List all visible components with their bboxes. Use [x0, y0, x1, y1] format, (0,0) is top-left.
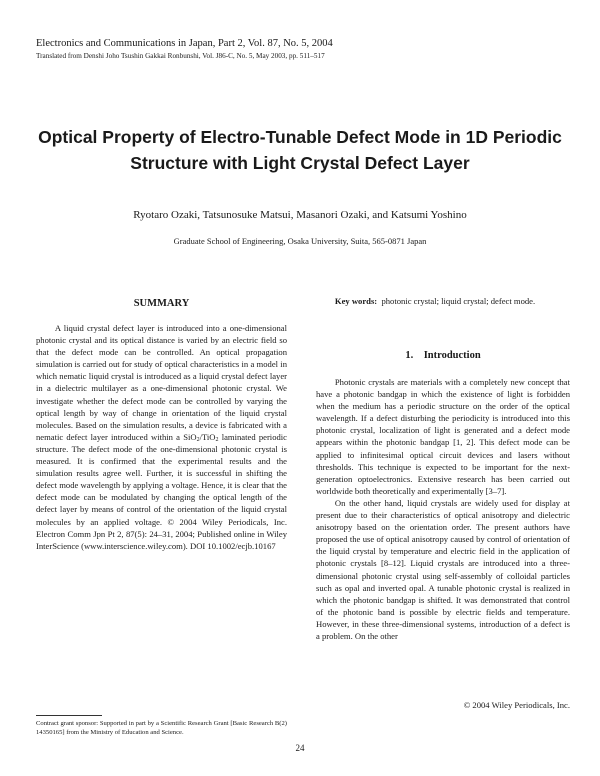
keywords-label: Key words: — [334, 296, 378, 306]
paper-title: Optical Property of Electro-Tunable Defect Mode in 1D Periodic Structure with Light Crystal Defect Layer — [38, 127, 562, 173]
copyright: © 2004 Wiley Periodicals, Inc. — [463, 700, 570, 710]
intro-paragraph-1: Photonic crystals are materials with a completely new concept that have a photonic bandgap in which the existence of light is forbidden when the medium has a periodic structure on the order of the optical wavelength. If a defect disturbing the periodicity is introduced into this photonic crystal, localization of light is generated and a defect mode appears within the photonic bandgap [1, 2]. This defect mode can be applied to infinitesimal optical circuit devices and lasers without thresholds. This technique is expected to be important for the next-generation optoelectronics. Extensive research has been carried out worldwide both theoretically and experimentally [3–7]. — [316, 377, 570, 496]
introduction-heading: 1. Introduction — [405, 350, 481, 361]
intro-paragraph-2: On the other hand, liquid crystals are widely used for display at present due to their characteristics of optical anisotropy and dielectric anisotropy based on the orientation order. The present authors have proposed the use of optical anisotropy caused by control of orientation of the liquid crystal by temperature and electric field in the application of photonic crystals [8–12]. Liquid crystals are introduced into a three-dimensional photonic crystal using self-assembly of colloidal particles such as opal and inverted opal. A tunable photonic crystal is realized in which the photonic bandgap is shifted. It was demonstrated that control of the photonic band is possible by electric fields and temperature. However, in these three-dimensional systems, introduction of a defect is a problem. On the other — [316, 497, 570, 641]
translation-note: Translated from Denshi Joho Tsushin Gakkai Ronbunshi, Vol. J86-C, No. 5, May 2003, pp. 511–517 — [36, 52, 325, 60]
summary-text-a: A liquid crystal defect layer is introduced into a one-dimensional photonic crystal and its optical distance is varied by an electric field so that the defect mode can be controlled. An optical propagation simulation is carried out for study of optical characteristics in a model in which nematic liquid crystal is introduced as a liquid crystal defect layer in a dielectric multilayer as a one-dimensional photonic crystal. We investigate whether the defect mode can be controlled by varying the optical length by way of change in orientation of the liquid crystal molecules. Based on the simulation results, a device is fabricated with a nematic defect layer introduced within a SiO — [36, 323, 287, 442]
summary-text-c: laminated periodic structure. The defect mode of the one-dimensional photonic crystal is measured. It is confirmed that the experimental results and the simulation results agree well. Further, it is successful in shifting the defect mode wavelength by applying a voltage. Hence, it is clear that the defect mode can be modulated by changing the optical length of the defect layer by means of control of the orientation of the liquid crystal molecules by an applied voltage. © 2004 Wiley Periodicals, Inc. Electron Comm Jpn Pt 2, 87(5): 24–31, 2004; Published online in Wiley InterScience (www.interscience.wiley.com). DOI 10.1002/ecjb.10167 — [36, 431, 287, 551]
page-number: 24 — [295, 743, 305, 753]
summary-sub-b: 2 — [215, 436, 219, 443]
footnote-rule — [36, 715, 102, 716]
keywords — [316, 295, 570, 307]
summary-text-b: /TiO — [199, 431, 216, 442]
summary-heading: SUMMARY — [133, 298, 190, 309]
journal-header: Electronics and Communications in Japan, Part 2, Vol. 87, No. 5, 2004 — [36, 38, 333, 49]
authors: Ryotaro Ozaki, Tatsunosuke Matsui, Masanori Ozaki, and Katsumi Yoshino — [133, 209, 467, 221]
affiliation: Graduate School of Engineering, Osaka University, Suita, 565-0871 Japan — [173, 236, 427, 246]
summary-section — [36, 322, 287, 552]
summary-paragraph — [36, 322, 287, 552]
summary-sub-a: 2 — [196, 436, 200, 443]
keywords-text: photonic crystal; liquid crystal; defect mode. — [381, 296, 536, 306]
footnote: Contract grant sponsor: Supported in part by a Scientific Research Grant [Basic Research B(2) 14350165] from the Ministry of Education and Science. — [36, 720, 287, 736]
introduction-section — [316, 376, 570, 642]
